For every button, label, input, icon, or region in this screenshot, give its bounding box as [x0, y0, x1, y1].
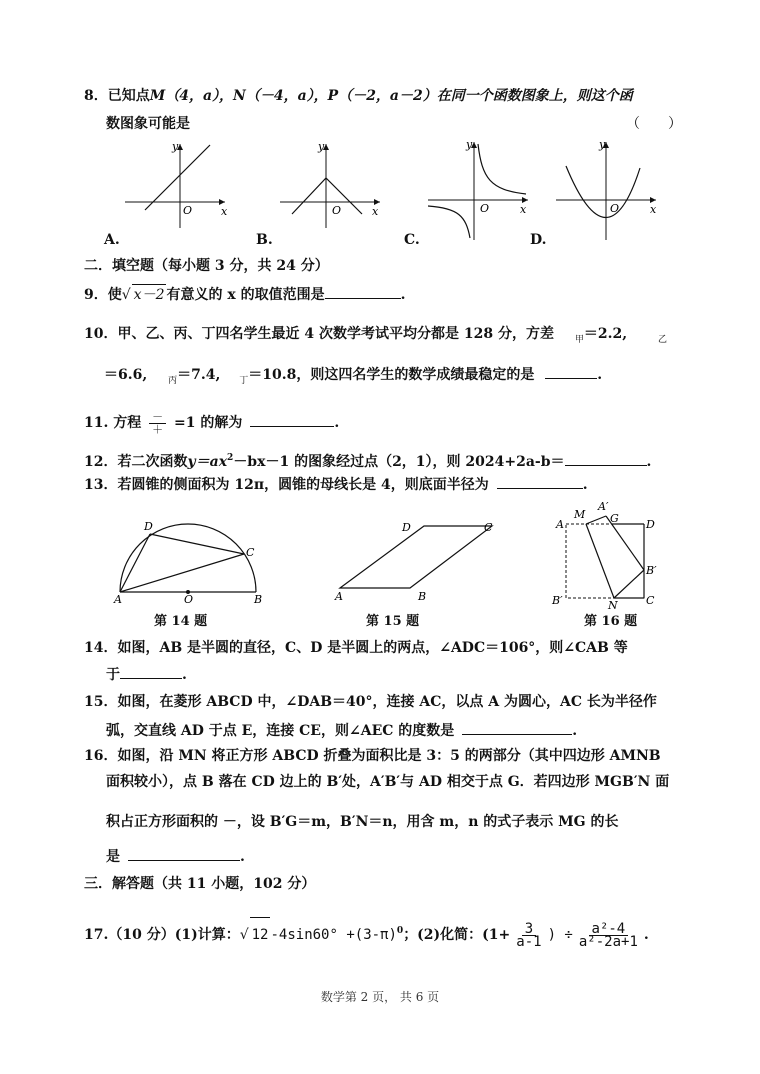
- q15-line1: 15．如图，在菱形 ABCD 中，∠DAB＝40°，连接 AC，以点 A 为圆心，AC 长为半径作: [84, 694, 657, 710]
- fig14-label-o: O: [184, 593, 194, 606]
- option-d: D.: [530, 232, 547, 248]
- fig16-label-d: D: [646, 518, 655, 531]
- q16-line2: 面积较小），点 B 落在 CD 边上的 B′处，A′B′与 AD 相交于点 G．若四边形 MGB′N 面: [106, 774, 670, 790]
- page-footer: 数学第 2 页， 共 6 页: [320, 990, 440, 1004]
- graph-b-line: [292, 178, 362, 214]
- fig16-label-b-prime-right: B′: [646, 564, 657, 577]
- fig16-label-g: G: [610, 512, 619, 525]
- figure-16: [550, 498, 662, 610]
- q13: 13．若圆锥的侧面积为 12π，圆锥的母线长是 4，则底面半径为 .: [84, 474, 588, 495]
- graph-d-origin: O: [610, 202, 620, 215]
- graph-c: [428, 138, 538, 242]
- fig16-caption: 第 16 题: [584, 614, 638, 629]
- graph-a-line: [145, 145, 210, 210]
- q8-answer-paren: （ ）: [626, 116, 682, 132]
- graph-a-y-label: y: [172, 140, 179, 153]
- graph-a-origin: O: [183, 204, 193, 217]
- graph-b-y-label: y: [318, 140, 325, 153]
- option-c: C.: [404, 232, 420, 248]
- option-b: B.: [256, 232, 273, 248]
- q14-line1: 14．如图，AB 是半圆的直径，C、D 是半圆上的两点，∠ADC＝106°，则∠CAB 等: [84, 640, 628, 656]
- q16-line3: 积占正方形面积的 －，设 B′G＝m，B′N＝n，用含 m，n 的式子表示 MG 的长: [106, 814, 619, 830]
- q16-line1: 16．如图，沿 MN 将正方形 ABCD 折叠为面积比是 3：5 的两部分（其中四边形 AMNB: [84, 748, 661, 764]
- fig15-label-b: B: [418, 590, 427, 602]
- graph-c-curve-left: [428, 206, 470, 238]
- fig14-caption: 第 14 题: [154, 614, 208, 629]
- graph-d-parabola: [566, 166, 640, 218]
- fig14-label-c: C: [246, 546, 255, 559]
- graph-d-x-label: x: [650, 203, 657, 216]
- graph-c-curve-right: [478, 144, 526, 194]
- section-2-heading: 二．填空题（每小题 3 分，共 24 分）: [84, 258, 329, 274]
- graph-c-y-label: y: [466, 138, 473, 151]
- q12: 12．若二次函数$y=ax^2-bx-1$ 的图象经过点（2，1），则 2024+2a-b＝ .: [84, 453, 652, 470]
- fig15-label-c: C: [484, 521, 493, 534]
- figure-14: [112, 504, 272, 606]
- graph-c-origin: O: [480, 202, 490, 215]
- graph-d: [556, 138, 666, 242]
- graph-d-y-label: y: [599, 138, 606, 151]
- section-3-heading: 三．解答题（共 11 小题，102 分）: [84, 876, 316, 892]
- fig14-label-b: B: [254, 593, 263, 606]
- fig16-label-a-prime: A′: [598, 500, 609, 513]
- fig16-label-n: N: [608, 599, 618, 610]
- fig16-label-b-prime-left: B′: [552, 594, 563, 607]
- q8-line2: 数图象可能是: [106, 116, 190, 132]
- graph-b: [280, 140, 390, 230]
- fig15-label-d: D: [402, 521, 411, 534]
- fig16-label-a: A: [556, 518, 564, 531]
- fig16-label-m: M: [574, 508, 586, 521]
- q11: 11. 方程 $\frac{-}{+}$ =1 的解为 .: [84, 409, 340, 436]
- option-a: A.: [104, 232, 120, 248]
- q10-line2: ＝6.6, $_丙$＝7.4, $_丁$＝10.8，则这四名学生的数学成绩最稳定的是 .: [104, 364, 602, 391]
- q15-line2: 弧，交直线 AD 于点 E，连接 CE，则∠AEC 的度数是 .: [106, 720, 577, 741]
- q14-line2: 于 .: [106, 664, 187, 685]
- graph-c-x-label: x: [520, 203, 527, 216]
- graph-a: [125, 140, 235, 230]
- graph-b-origin: O: [332, 204, 342, 217]
- graph-b-x-label: x: [372, 205, 379, 218]
- q16-line4: 是 .: [106, 846, 245, 867]
- fig14-label-d: D: [144, 520, 153, 533]
- fig14-label-a: A: [114, 593, 122, 606]
- q17: 17.（10 分）(1)计算：√ 12 $-4\sin 60^\circ +(3-\pi)^0$；(2)化简：(1+ $\frac{3}{a-1}$ ) ÷ $\frac{\text{a²-4}}{\text{a²-2a+1}}$ .: [84, 914, 649, 952]
- graph-a-x-label: x: [221, 205, 228, 218]
- figure-15: [330, 516, 500, 602]
- fig15-caption: 第 15 题: [366, 614, 420, 629]
- q9: 9．使√ x－2 有意义的 x 的取值范围是 .: [84, 284, 405, 305]
- fig16-label-c: C: [646, 594, 655, 607]
- fig15-label-a: A: [335, 590, 343, 602]
- q8-line1: 8．已知点M（4，a），N（－4，a），P（－2，a－2）在同一个函数图象上，则这个函: [84, 88, 633, 104]
- q10-line1: 10．甲、乙、丙、丁四名学生最近 4 次数学考试平均分都是 128 分，方差 $_甲$＝2.2, $_乙$: [84, 326, 667, 345]
